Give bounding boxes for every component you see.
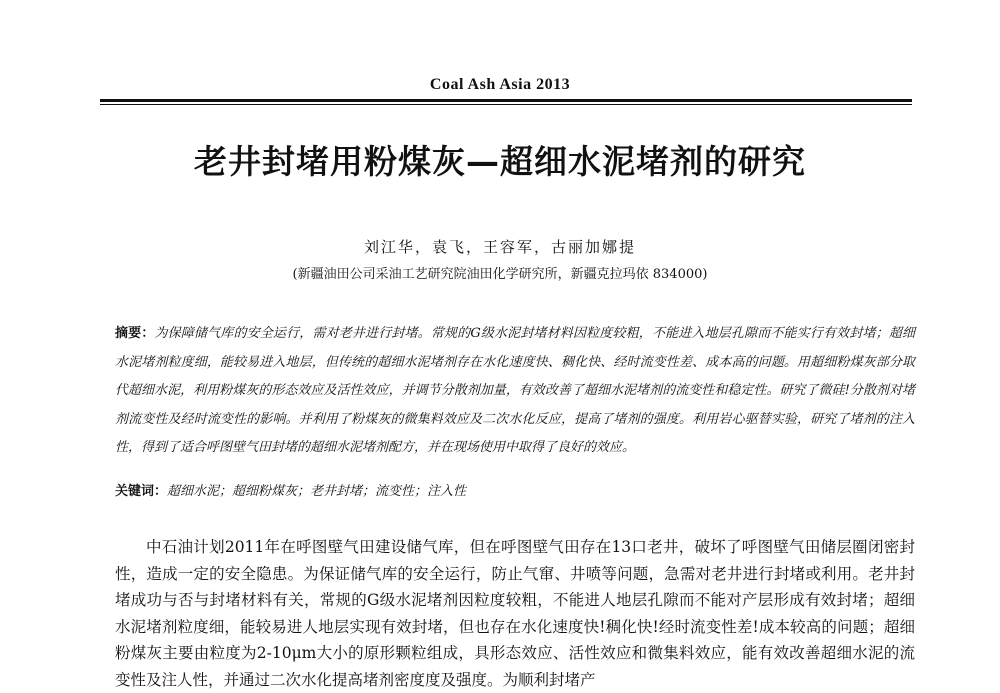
abstract-text: 为保障储气库的安全运行，需对老井进行封堵。常规的G级水泥封堵材料因粒度较粗，不能进入地层孔隙而不能实行有效封堵；超细水泥堵剂粒度细，能较易进入地层，但传统的超细水泥堵剂存在水化速度快、稠化快、经时流变性差、成本高的问题。用超细粉煤灰部分取代超细水泥，利用粉煤灰的形态效应及活性效应，并调节分散剂加量，有效改善了超细水泥堵剂的流变性和稳定性。研究了微硅!分散剂对堵剂流变性及经时流变性的影响。并利用了粉煤灰的微集料效应及二次水化反应，提高了堵剂的强度。利用岩心驱替实验，研究了堵剂的注入性，得到了适合呼图壁气田封堵的超细水泥堵剂配方，并在现场使用中取得了良好的效应。 bbox=[115, 326, 915, 455]
journal-header: Coal Ash Asia 2013 bbox=[429, 76, 571, 93]
affiliation: (新疆油田公司采油工艺研究院油田化学研究所，新疆克拉玛依 834000) bbox=[292, 267, 708, 282]
body-paragraph: 中石油计划2011年在呼图壁气田建设储气库，但在呼图壁气田存在13口老井，破坏了呼图壁气田储层圈闭密封性，造成一定的安全隐患。为保证储气库的安全运行，防止气窜、井喷等问题，急需对老井进行封堵或利用。老井封堵成功与否与封堵材料有关，常规的G级水泥堵剂因粒度较粗，不能进人地层孔隙而不能对产层形成有效封堵；超细水泥堵剂粒度细，能较易进人地层实现有效封堵，但也存在水化速度快!稠化快!经时流变性差!成本较高的问题；超细粉煤灰主要由粒度为2-10μm大小的原形颗粒组成，具形态效应、活性效应和微集料效应，能有效改善超细水泥的流变性及注人性，并通过二次水化提高堵剂密度度及强度。为顺利封堵产 bbox=[115, 538, 915, 689]
header-rule-thin bbox=[100, 104, 912, 105]
keywords-text: 超细水泥；超细粉煤灰；老井封堵；流变性；注入性 bbox=[167, 484, 467, 499]
paper-title: 老井封堵用粉煤灰—超细水泥堵剂的研究 bbox=[194, 142, 806, 181]
header-rule bbox=[100, 99, 912, 102]
abstract-label: 摘要： bbox=[115, 326, 155, 341]
keywords bbox=[115, 480, 915, 499]
abstract bbox=[115, 320, 915, 463]
keywords-label: 关键词： bbox=[115, 484, 168, 499]
author-list: 刘江华，袁飞，王容军，古丽加娜提 bbox=[363, 238, 636, 256]
